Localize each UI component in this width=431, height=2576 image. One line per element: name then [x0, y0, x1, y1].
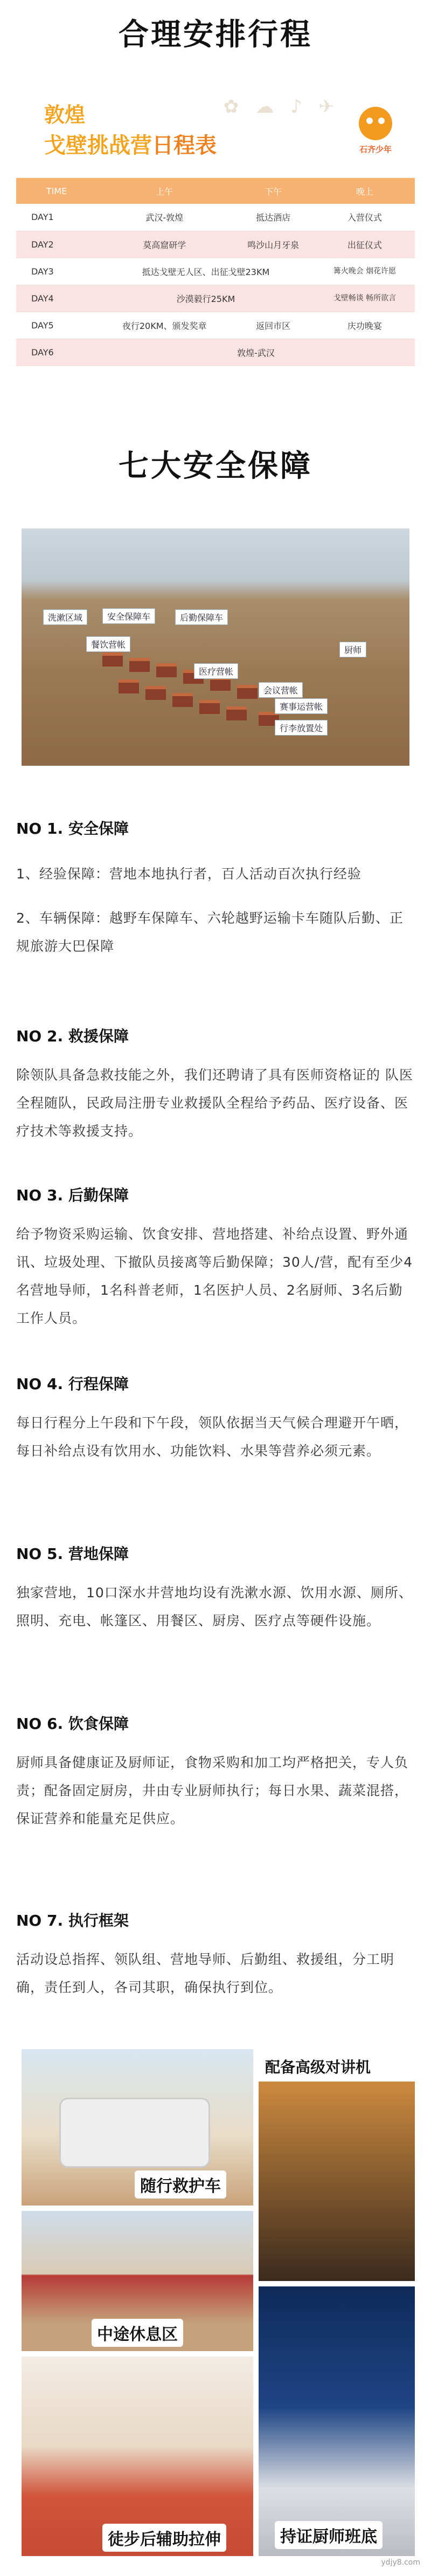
photo-rest-area — [22, 2211, 253, 2351]
table-row — [16, 312, 415, 339]
evening-cell: 戈壁畅谈 畅所欲言 — [315, 285, 415, 312]
morning-cell: 夜行20KM、颁发奖章 — [97, 312, 232, 339]
tag-logistics-car: 后勤保障车 — [175, 609, 228, 625]
table-row — [16, 285, 415, 312]
section-itinerary — [16, 1372, 415, 1465]
col-morning: 上午 — [97, 178, 232, 204]
safety-heading: 七大安全保障 — [119, 449, 312, 484]
day-cell: DAY6 — [16, 339, 97, 366]
section-camp — [16, 1542, 415, 1635]
morning-cell: 莫高窟研学 — [97, 231, 232, 258]
photo-radios — [259, 2049, 415, 2281]
section-paragraph: 除领队具备急救技能之外，我们还聘请了具有医师资格证的 队医全程随队，民政局注册专业救援队全程给予药品、医疗设备、医疗技术等救援支持。 — [16, 1067, 413, 1139]
card-title-schedule: 日程表 — [152, 133, 217, 158]
section-paragraph: 厨师具备健康证及厨师证，食物采购和加工均严格把关，专人负责；配备固定厨房，井由专业厨师执行；每日水果、蔬菜混搭，保证营养和能量充足供应。 — [16, 1755, 409, 1826]
schedule-table — [16, 178, 415, 366]
evening-cell: 篝火晚会 烟花许愿 — [315, 258, 415, 285]
tent — [145, 686, 166, 700]
day-span-cell: 沙漠毅行25KM — [97, 285, 315, 312]
brand-logo-text: 石齐少年 — [359, 145, 392, 154]
card-title-camp-name: 戈壁挑战营 — [44, 133, 152, 158]
tent — [119, 679, 139, 693]
tent — [129, 658, 150, 672]
section-paragraph: 活动设总指挥、领队组、营地导师、后勤组、救援组，分工明确，责任到人，各司其职，确保执行到位。 — [16, 1952, 395, 1995]
section-title: NO 2. 救援保障 — [16, 1027, 129, 1045]
day-span-cell: 抵达戈壁无人区、出征戈壁23KM — [97, 258, 315, 285]
section-paragraph: 每日行程分上午段和下午段，领队依据当天气候合理避开午晒，每日补给点设有饮用水、功能饮料、水果等营养必须元素。 — [16, 1415, 409, 1459]
tag-kitchen: 厨师 — [339, 642, 366, 657]
day-cell: DAY5 — [16, 312, 97, 339]
tent — [102, 652, 123, 667]
day-cell: DAY4 — [16, 285, 97, 312]
afternoon-cell: 返回市区 — [232, 312, 314, 339]
section-paragraph: 给予物资采购运输、饮食安排、营地搭建、补给点设置、野外通讯、垃圾处理、下撤队员接离等后勤保障；30人/营，配有至少4名营地导师，1名科普老师，1名医护人员、2名厨师、3名后勤工作人员。 — [16, 1226, 413, 1326]
day-cell: DAY2 — [16, 231, 97, 258]
tag-wash-area: 洗漱区域 — [43, 609, 87, 625]
section-title: NO 7. 执行框架 — [16, 1912, 129, 1929]
section-title: NO 1. 安全保障 — [16, 820, 129, 837]
tent — [237, 685, 258, 699]
section-paragraph: 独家营地，10口深水井营地均设有洗漱水源、饮用水源、厕所、照明、充电、帐篷区、用餐区、厨房、医疗点等硬件设施。 — [16, 1585, 413, 1629]
table-row — [16, 231, 415, 258]
tag-safety-car: 安全保障车 — [102, 608, 155, 624]
watermark: ydjy8.com — [381, 2558, 420, 2567]
tent — [199, 700, 220, 714]
section-rescue — [16, 1025, 415, 1145]
table-row — [16, 258, 415, 285]
photo-label-stretch: 徒步后辅助拉伸 — [102, 2524, 226, 2552]
schedule-card-header — [16, 86, 415, 178]
section-paragraph: 2、车辆保障：越野车保障车、六轮越野运输卡车随队后勤、正规旅游大巴保障 — [16, 910, 404, 954]
section-title: NO 5. 营地保障 — [16, 1545, 129, 1563]
doodle-icons: ✿ ☁ ♪ ✈ — [223, 96, 339, 118]
table-row — [16, 204, 415, 231]
card-title-dunhuang: 敦煌 — [44, 102, 86, 127]
col-time: TIME — [16, 178, 97, 204]
evening-cell: 出征仪式 — [315, 231, 415, 258]
tag-dining-tent: 餐饮营帐 — [86, 636, 130, 652]
tent — [226, 706, 247, 720]
section-food — [16, 1712, 415, 1833]
photo-label-rest-area: 中途休息区 — [92, 2319, 183, 2347]
tag-medical-tent: 医疗营帐 — [194, 663, 238, 679]
section-safety — [16, 817, 415, 960]
morning-cell: 武汉-敦煌 — [97, 204, 232, 231]
section-logistics — [16, 1184, 415, 1332]
schedule-header-row — [16, 178, 415, 204]
afternoon-cell: 鸣沙山月牙泉 — [232, 231, 314, 258]
tag-operation-tent: 赛事运营帐 — [275, 698, 328, 714]
photo-label-rescue-car: 随行救护车 — [135, 2170, 226, 2199]
evening-cell: 庆功晚宴 — [315, 312, 415, 339]
section-title: NO 6. 饮食保障 — [16, 1715, 129, 1733]
photo-label-chef: 持证厨师班底 — [275, 2521, 383, 2549]
monkey-icon — [359, 107, 392, 140]
car-shape — [59, 2098, 210, 2168]
col-afternoon: 下午 — [232, 178, 314, 204]
tent — [156, 663, 177, 677]
photo-rescue-car — [22, 2049, 253, 2206]
photo-chefs — [259, 2286, 415, 2556]
schedule-card — [16, 86, 415, 396]
day-cell: DAY3 — [16, 258, 97, 285]
col-evening: 晚上 — [315, 178, 415, 204]
schedule-heading: 合理安排行程 — [119, 17, 312, 52]
table-row — [16, 339, 415, 366]
evening-cell: 入营仪式 — [315, 204, 415, 231]
brand-logo — [351, 107, 400, 159]
afternoon-cell: 抵达酒店 — [232, 204, 314, 231]
day-span-cell: 敦煌-武汉 — [97, 339, 415, 366]
photo-label-radio: 配备高级对讲机 — [260, 2053, 376, 2079]
day-cell: DAY1 — [16, 204, 97, 231]
camp-aerial-photo — [22, 528, 409, 766]
section-framework — [16, 1909, 415, 2002]
card-title-camp — [44, 128, 217, 159]
section-title: NO 4. 行程保障 — [16, 1375, 129, 1393]
photo-stretching — [22, 2357, 253, 2556]
section-title: NO 3. 后勤保障 — [16, 1186, 129, 1204]
section-paragraph: 1、经验保障：营地本地执行者，百人活动百次执行经验 — [16, 866, 362, 882]
tent — [172, 693, 193, 707]
tag-luggage: 行李放置处 — [275, 720, 328, 736]
tag-meeting-tent: 会议营帐 — [259, 682, 303, 698]
